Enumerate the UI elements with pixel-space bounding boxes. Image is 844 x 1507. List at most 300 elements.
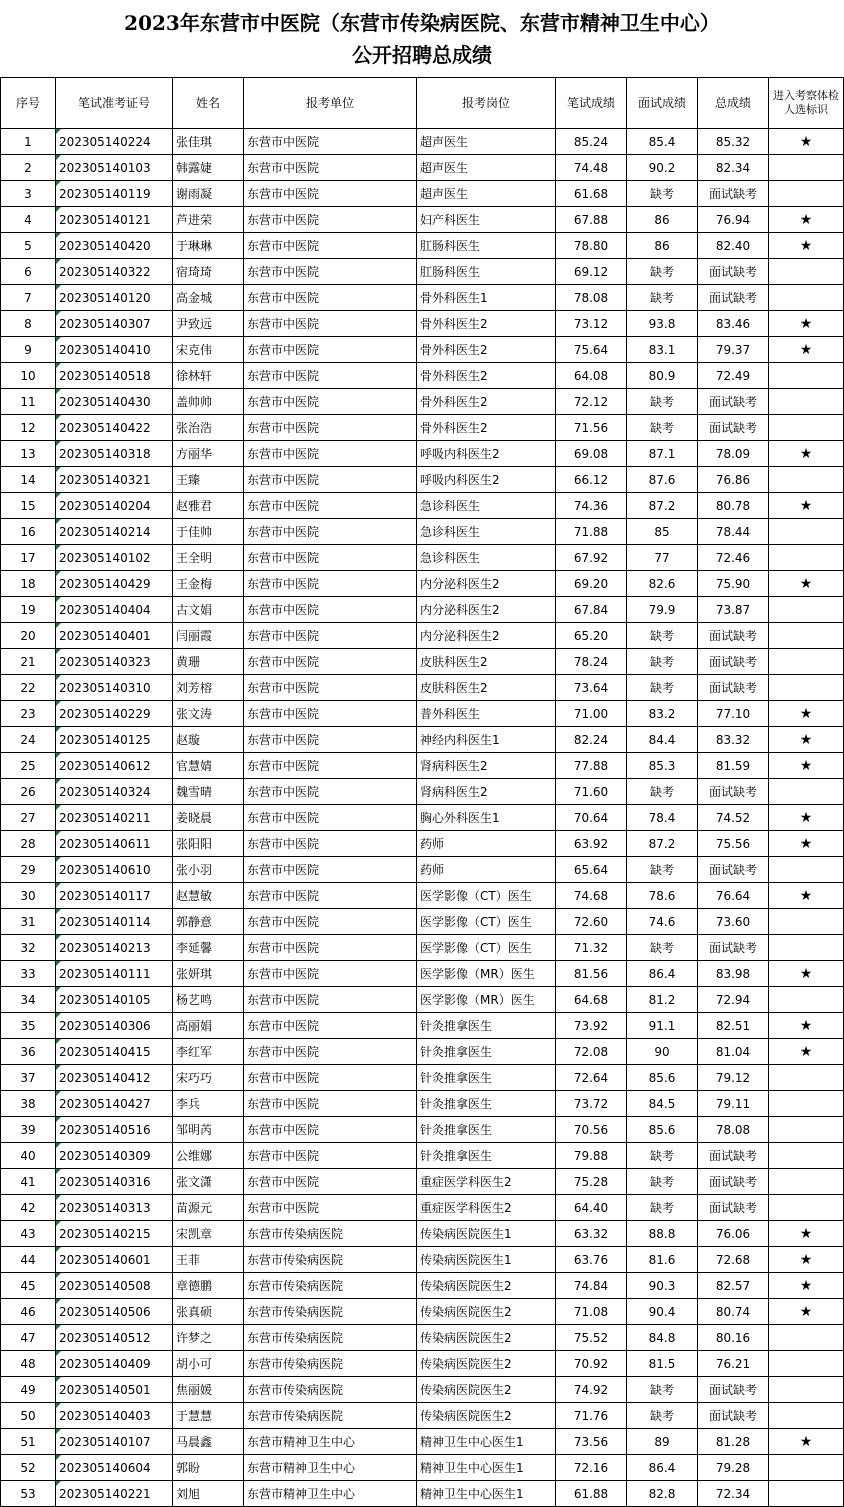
cell-position: 超声医生 <box>417 129 556 155</box>
cell-unit: 东营市中医院 <box>244 519 417 545</box>
cell-name: 苗源元 <box>173 1195 244 1221</box>
cell-seq: 42 <box>1 1195 56 1221</box>
cell-total-score: 76.94 <box>698 207 769 233</box>
cell-seq: 11 <box>1 389 56 415</box>
cell-seq: 33 <box>1 961 56 987</box>
cell-unit: 东营市传染病医院 <box>244 1351 417 1377</box>
cell-unit: 东营市中医院 <box>244 987 417 1013</box>
table-row <box>1 519 844 545</box>
cell-interview-score: 78.4 <box>627 805 698 831</box>
cell-name: 黄珊 <box>173 649 244 675</box>
cell-seq: 41 <box>1 1169 56 1195</box>
cell-interview-score: 78.6 <box>627 883 698 909</box>
cell-seq: 50 <box>1 1403 56 1429</box>
cell-exam-id: 202305140415 <box>56 1039 173 1065</box>
cell-total-score: 82.40 <box>698 233 769 259</box>
cell-selection-mark <box>769 285 844 311</box>
cell-total-score: 面试缺考 <box>698 389 769 415</box>
cell-position: 超声医生 <box>417 181 556 207</box>
cell-seq: 26 <box>1 779 56 805</box>
cell-selection-mark <box>769 467 844 493</box>
cell-name: 胡小可 <box>173 1351 244 1377</box>
cell-total-score: 77.10 <box>698 701 769 727</box>
cell-name: 宋凯章 <box>173 1221 244 1247</box>
cell-name: 于慧慧 <box>173 1403 244 1429</box>
cell-position: 内分泌科医生2 <box>417 623 556 649</box>
cell-selection-mark: ★ <box>769 1299 844 1325</box>
cell-unit: 东营市中医院 <box>244 857 417 883</box>
cell-exam-id: 202305140121 <box>56 207 173 233</box>
cell-position: 内分泌科医生2 <box>417 571 556 597</box>
cell-selection-mark: ★ <box>769 883 844 909</box>
cell-position: 针灸推拿医生 <box>417 1091 556 1117</box>
cell-interview-score: 81.5 <box>627 1351 698 1377</box>
table-row <box>1 259 844 285</box>
cell-exam-id: 202305140125 <box>56 727 173 753</box>
cell-selection-mark: ★ <box>769 831 844 857</box>
cell-position: 骨外科医生2 <box>417 415 556 441</box>
cell-total-score: 面试缺考 <box>698 415 769 441</box>
cell-exam-id: 202305140430 <box>56 389 173 415</box>
cell-unit: 东营市精神卫生中心 <box>244 1455 417 1481</box>
cell-written-score: 74.48 <box>556 155 627 181</box>
cell-name: 赵慧敏 <box>173 883 244 909</box>
cell-unit: 东营市中医院 <box>244 571 417 597</box>
cell-total-score: 79.11 <box>698 1091 769 1117</box>
cell-selection-mark: ★ <box>769 1247 844 1273</box>
cell-interview-score: 86 <box>627 233 698 259</box>
cell-name: 谢雨凝 <box>173 181 244 207</box>
cell-seq: 6 <box>1 259 56 285</box>
cell-total-score: 82.57 <box>698 1273 769 1299</box>
table-row <box>1 233 844 259</box>
cell-interview-score: 82.8 <box>627 1481 698 1507</box>
cell-seq: 25 <box>1 753 56 779</box>
cell-exam-id: 202305140310 <box>56 675 173 701</box>
cell-written-score: 74.84 <box>556 1273 627 1299</box>
table-row <box>1 675 844 701</box>
cell-total-score: 面试缺考 <box>698 857 769 883</box>
cell-exam-id: 202305140506 <box>56 1299 173 1325</box>
cell-unit: 东营市中医院 <box>244 805 417 831</box>
cell-selection-mark <box>769 545 844 571</box>
table-row <box>1 1221 844 1247</box>
cell-written-score: 72.12 <box>556 389 627 415</box>
cell-unit: 东营市中医院 <box>244 1169 417 1195</box>
cell-total-score: 面试缺考 <box>698 649 769 675</box>
cell-name: 邹明芮 <box>173 1117 244 1143</box>
cell-interview-score: 87.2 <box>627 831 698 857</box>
cell-total-score: 75.56 <box>698 831 769 857</box>
cell-interview-score: 86 <box>627 207 698 233</box>
cell-position: 传染病医院医生2 <box>417 1377 556 1403</box>
cell-total-score: 82.34 <box>698 155 769 181</box>
cell-interview-score: 87.2 <box>627 493 698 519</box>
cell-name: 张文潇 <box>173 1169 244 1195</box>
cell-written-score: 69.12 <box>556 259 627 285</box>
cell-seq: 23 <box>1 701 56 727</box>
cell-total-score: 面试缺考 <box>698 1195 769 1221</box>
cell-interview-score: 90.4 <box>627 1299 698 1325</box>
cell-written-score: 69.08 <box>556 441 627 467</box>
table-row <box>1 467 844 493</box>
cell-name: 马晨鑫 <box>173 1429 244 1455</box>
cell-position: 医学影像（CT）医生 <box>417 883 556 909</box>
cell-total-score: 面试缺考 <box>698 285 769 311</box>
header-interview-score: 面试成绩 <box>627 78 698 129</box>
cell-total-score: 82.51 <box>698 1013 769 1039</box>
cell-interview-score: 86.4 <box>627 1455 698 1481</box>
cell-name: 王臻 <box>173 467 244 493</box>
cell-written-score: 72.64 <box>556 1065 627 1091</box>
cell-selection-mark <box>769 1065 844 1091</box>
header-total-score: 总成绩 <box>698 78 769 129</box>
cell-written-score: 78.80 <box>556 233 627 259</box>
cell-unit: 东营市中医院 <box>244 545 417 571</box>
cell-written-score: 77.88 <box>556 753 627 779</box>
cell-total-score: 面试缺考 <box>698 675 769 701</box>
cell-seq: 49 <box>1 1377 56 1403</box>
cell-seq: 17 <box>1 545 56 571</box>
cell-name: 张真硕 <box>173 1299 244 1325</box>
document-title <box>0 0 844 77</box>
cell-interview-score: 84.5 <box>627 1091 698 1117</box>
cell-selection-mark <box>769 1403 844 1429</box>
cell-selection-mark: ★ <box>769 1429 844 1455</box>
cell-selection-mark <box>769 857 844 883</box>
cell-selection-mark <box>769 597 844 623</box>
table-row <box>1 1351 844 1377</box>
cell-name: 张治浩 <box>173 415 244 441</box>
cell-seq: 30 <box>1 883 56 909</box>
cell-interview-score: 86.4 <box>627 961 698 987</box>
cell-name: 焦丽媛 <box>173 1377 244 1403</box>
cell-interview-score: 87.6 <box>627 467 698 493</box>
cell-interview-score: 缺考 <box>627 935 698 961</box>
cell-selection-mark: ★ <box>769 727 844 753</box>
cell-unit: 东营市中医院 <box>244 337 417 363</box>
cell-seq: 20 <box>1 623 56 649</box>
cell-seq: 21 <box>1 649 56 675</box>
cell-interview-score: 81.2 <box>627 987 698 1013</box>
cell-seq: 53 <box>1 1481 56 1507</box>
cell-unit: 东营市精神卫生中心 <box>244 1429 417 1455</box>
table-row <box>1 1169 844 1195</box>
cell-written-score: 73.72 <box>556 1091 627 1117</box>
cell-selection-mark: ★ <box>769 961 844 987</box>
table-row <box>1 857 844 883</box>
table-row <box>1 1013 844 1039</box>
cell-seq: 7 <box>1 285 56 311</box>
cell-written-score: 63.92 <box>556 831 627 857</box>
cell-selection-mark <box>769 909 844 935</box>
cell-exam-id: 202305140601 <box>56 1247 173 1273</box>
table-row <box>1 285 844 311</box>
cell-position: 普外科医生 <box>417 701 556 727</box>
cell-position: 重症医学科医生2 <box>417 1169 556 1195</box>
cell-position: 肾病科医生2 <box>417 779 556 805</box>
table-row <box>1 831 844 857</box>
cell-total-score: 72.46 <box>698 545 769 571</box>
cell-exam-id: 202305140316 <box>56 1169 173 1195</box>
table-row <box>1 363 844 389</box>
cell-seq: 5 <box>1 233 56 259</box>
cell-interview-score: 85.6 <box>627 1065 698 1091</box>
cell-written-score: 71.56 <box>556 415 627 441</box>
cell-written-score: 71.00 <box>556 701 627 727</box>
header-name: 姓名 <box>173 78 244 129</box>
cell-position: 神经内科医生1 <box>417 727 556 753</box>
header-seq: 序号 <box>1 78 56 129</box>
cell-name: 姜晓晨 <box>173 805 244 831</box>
cell-seq: 52 <box>1 1455 56 1481</box>
cell-exam-id: 202305140420 <box>56 233 173 259</box>
cell-total-score: 72.34 <box>698 1481 769 1507</box>
cell-exam-id: 202305140323 <box>56 649 173 675</box>
cell-seq: 45 <box>1 1273 56 1299</box>
cell-interview-score: 缺考 <box>627 1195 698 1221</box>
cell-exam-id: 202305140612 <box>56 753 173 779</box>
cell-selection-mark <box>769 1325 844 1351</box>
cell-unit: 东营市中医院 <box>244 389 417 415</box>
table-row <box>1 727 844 753</box>
cell-interview-score: 74.6 <box>627 909 698 935</box>
cell-interview-score: 90.3 <box>627 1273 698 1299</box>
cell-unit: 东营市中医院 <box>244 1091 417 1117</box>
cell-selection-mark <box>769 1455 844 1481</box>
cell-exam-id: 202305140117 <box>56 883 173 909</box>
cell-written-score: 70.56 <box>556 1117 627 1143</box>
cell-total-score: 面试缺考 <box>698 259 769 285</box>
cell-position: 药师 <box>417 857 556 883</box>
cell-name: 赵雅君 <box>173 493 244 519</box>
cell-interview-score: 93.8 <box>627 311 698 337</box>
table-row <box>1 597 844 623</box>
cell-selection-mark: ★ <box>769 233 844 259</box>
cell-written-score: 74.36 <box>556 493 627 519</box>
cell-name: 郭静意 <box>173 909 244 935</box>
cell-interview-score: 84.8 <box>627 1325 698 1351</box>
cell-exam-id: 202305140422 <box>56 415 173 441</box>
table-row <box>1 441 844 467</box>
cell-name: 张文涛 <box>173 701 244 727</box>
cell-selection-mark: ★ <box>769 493 844 519</box>
cell-exam-id: 202305140410 <box>56 337 173 363</box>
table-header-row <box>1 78 844 129</box>
cell-seq: 34 <box>1 987 56 1013</box>
cell-written-score: 63.76 <box>556 1247 627 1273</box>
cell-selection-mark <box>769 155 844 181</box>
cell-position: 胸心外科医生1 <box>417 805 556 831</box>
cell-unit: 东营市中医院 <box>244 259 417 285</box>
cell-unit: 东营市中医院 <box>244 441 417 467</box>
cell-name: 宋克伟 <box>173 337 244 363</box>
cell-exam-id: 202305140508 <box>56 1273 173 1299</box>
cell-name: 张阳阳 <box>173 831 244 857</box>
cell-total-score: 80.74 <box>698 1299 769 1325</box>
cell-name: 于佳帅 <box>173 519 244 545</box>
table-row <box>1 987 844 1013</box>
table-row <box>1 649 844 675</box>
cell-position: 传染病医院医生2 <box>417 1351 556 1377</box>
cell-position: 急诊科医生 <box>417 493 556 519</box>
cell-total-score: 78.44 <box>698 519 769 545</box>
cell-position: 医学影像（MR）医生 <box>417 961 556 987</box>
cell-exam-id: 202305140401 <box>56 623 173 649</box>
cell-selection-mark: ★ <box>769 805 844 831</box>
cell-interview-score: 84.4 <box>627 727 698 753</box>
cell-unit: 东营市中医院 <box>244 415 417 441</box>
cell-name: 方丽华 <box>173 441 244 467</box>
cell-unit: 东营市中医院 <box>244 285 417 311</box>
cell-name: 于琳琳 <box>173 233 244 259</box>
cell-name: 魏雪晴 <box>173 779 244 805</box>
cell-selection-mark <box>769 519 844 545</box>
cell-unit: 东营市中医院 <box>244 467 417 493</box>
cell-name: 刘旭 <box>173 1481 244 1507</box>
cell-exam-id: 202305140610 <box>56 857 173 883</box>
cell-unit: 东营市中医院 <box>244 675 417 701</box>
cell-unit: 东营市传染病医院 <box>244 1377 417 1403</box>
cell-selection-mark: ★ <box>769 1273 844 1299</box>
cell-interview-score: 缺考 <box>627 1143 698 1169</box>
cell-position: 传染病医院医生2 <box>417 1403 556 1429</box>
table-row <box>1 493 844 519</box>
cell-exam-id: 202305140306 <box>56 1013 173 1039</box>
table-row <box>1 389 844 415</box>
cell-interview-score: 82.6 <box>627 571 698 597</box>
cell-interview-score: 缺考 <box>627 1377 698 1403</box>
cell-interview-score: 83.1 <box>627 337 698 363</box>
cell-written-score: 72.08 <box>556 1039 627 1065</box>
cell-position: 针灸推拿医生 <box>417 1039 556 1065</box>
cell-name: 徐林轩 <box>173 363 244 389</box>
cell-position: 急诊科医生 <box>417 545 556 571</box>
cell-name: 芦进荣 <box>173 207 244 233</box>
cell-total-score: 面试缺考 <box>698 779 769 805</box>
table-row <box>1 1065 844 1091</box>
cell-written-score: 82.24 <box>556 727 627 753</box>
cell-exam-id: 202305140309 <box>56 1143 173 1169</box>
cell-unit: 东营市中医院 <box>244 363 417 389</box>
cell-interview-score: 77 <box>627 545 698 571</box>
cell-total-score: 面试缺考 <box>698 935 769 961</box>
cell-exam-id: 202305140214 <box>56 519 173 545</box>
cell-written-score: 71.08 <box>556 1299 627 1325</box>
cell-seq: 24 <box>1 727 56 753</box>
cell-unit: 东营市中医院 <box>244 1065 417 1091</box>
cell-written-score: 71.88 <box>556 519 627 545</box>
cell-seq: 44 <box>1 1247 56 1273</box>
table-row <box>1 1117 844 1143</box>
cell-unit: 东营市中医院 <box>244 701 417 727</box>
cell-seq: 8 <box>1 311 56 337</box>
cell-exam-id: 202305140313 <box>56 1195 173 1221</box>
table-row <box>1 1273 844 1299</box>
cell-exam-id: 202305140512 <box>56 1325 173 1351</box>
cell-name: 李红军 <box>173 1039 244 1065</box>
cell-total-score: 81.28 <box>698 1429 769 1455</box>
cell-total-score: 81.59 <box>698 753 769 779</box>
cell-position: 药师 <box>417 831 556 857</box>
cell-position: 皮肤科医生2 <box>417 675 556 701</box>
cell-name: 张妍琪 <box>173 961 244 987</box>
cell-name: 宿琦琦 <box>173 259 244 285</box>
table-row <box>1 883 844 909</box>
cell-written-score: 67.92 <box>556 545 627 571</box>
table-row <box>1 805 844 831</box>
cell-seq: 18 <box>1 571 56 597</box>
cell-written-score: 74.68 <box>556 883 627 909</box>
cell-unit: 东营市传染病医院 <box>244 1403 417 1429</box>
cell-name: 张佳琪 <box>173 129 244 155</box>
cell-position: 肛肠科医生 <box>417 233 556 259</box>
table-row <box>1 155 844 181</box>
cell-name: 王菲 <box>173 1247 244 1273</box>
cell-exam-id: 202305140427 <box>56 1091 173 1117</box>
cell-seq: 37 <box>1 1065 56 1091</box>
cell-name: 刘芳榕 <box>173 675 244 701</box>
cell-name: 盖帅帅 <box>173 389 244 415</box>
cell-selection-mark: ★ <box>769 441 844 467</box>
cell-exam-id: 202305140107 <box>56 1429 173 1455</box>
cell-written-score: 67.84 <box>556 597 627 623</box>
cell-unit: 东营市中医院 <box>244 961 417 987</box>
cell-exam-id: 202305140611 <box>56 831 173 857</box>
cell-selection-mark <box>769 1351 844 1377</box>
cell-name: 章德鹏 <box>173 1273 244 1299</box>
cell-total-score: 76.86 <box>698 467 769 493</box>
cell-total-score: 面试缺考 <box>698 1143 769 1169</box>
cell-exam-id: 202305140324 <box>56 779 173 805</box>
cell-selection-mark <box>769 259 844 285</box>
cell-seq: 29 <box>1 857 56 883</box>
cell-written-score: 71.76 <box>556 1403 627 1429</box>
cell-selection-mark <box>769 1377 844 1403</box>
cell-seq: 1 <box>1 129 56 155</box>
cell-seq: 2 <box>1 155 56 181</box>
cell-unit: 东营市中医院 <box>244 597 417 623</box>
cell-unit: 东营市中医院 <box>244 831 417 857</box>
cell-unit: 东营市精神卫生中心 <box>244 1481 417 1507</box>
table-row <box>1 415 844 441</box>
cell-unit: 东营市传染病医院 <box>244 1325 417 1351</box>
table-row <box>1 935 844 961</box>
cell-name: 闫丽霞 <box>173 623 244 649</box>
cell-total-score: 73.60 <box>698 909 769 935</box>
cell-total-score: 80.16 <box>698 1325 769 1351</box>
cell-interview-score: 85 <box>627 519 698 545</box>
cell-interview-score: 缺考 <box>627 779 698 805</box>
cell-total-score: 72.68 <box>698 1247 769 1273</box>
cell-exam-id: 202305140412 <box>56 1065 173 1091</box>
cell-total-score: 79.37 <box>698 337 769 363</box>
cell-seq: 47 <box>1 1325 56 1351</box>
cell-unit: 东营市中医院 <box>244 909 417 935</box>
title-line-1: 2023年东营市中医院（东营市传染病医院、东营市精神卫生中心） <box>124 10 720 35</box>
cell-unit: 东营市中医院 <box>244 727 417 753</box>
cell-seq: 27 <box>1 805 56 831</box>
cell-interview-score: 缺考 <box>627 675 698 701</box>
table-row <box>1 181 844 207</box>
cell-exam-id: 202305140215 <box>56 1221 173 1247</box>
cell-seq: 39 <box>1 1117 56 1143</box>
cell-name: 官慧婧 <box>173 753 244 779</box>
cell-exam-id: 202305140318 <box>56 441 173 467</box>
cell-name: 公维娜 <box>173 1143 244 1169</box>
cell-written-score: 75.64 <box>556 337 627 363</box>
cell-unit: 东营市中医院 <box>244 779 417 805</box>
